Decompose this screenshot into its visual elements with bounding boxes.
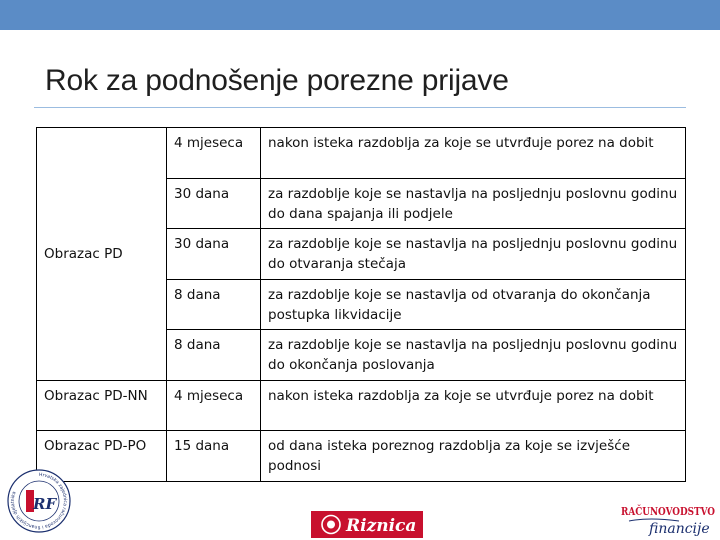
form-cell-pd: Obrazac PD	[37, 128, 167, 381]
racunovodstvo-financije-logo	[619, 497, 717, 539]
description-cell: za razdoblje koje se nastavlja na posljednju poslovnu godinu do okončanja poslovanja	[261, 330, 686, 381]
riznica-logo	[311, 511, 423, 538]
seal-letters: RF	[33, 495, 57, 513]
table-row	[37, 380, 686, 431]
financije-wordmark: financije	[649, 521, 710, 537]
association-seal-logo	[6, 468, 72, 534]
description-cell: nakon isteka razdoblja za koje se utvrđuje porez na dobit	[261, 380, 686, 431]
seal-ring-textpath: Hrvatska zajednica računovođa i financijskih djelatnika	[10, 472, 67, 530]
description-cell: za razdoblje koje se nastavlja na posljednju poslovnu godinu do otvaranja stečaja	[261, 229, 686, 280]
description-cell: od dana isteka poreznog razdoblja za koje se izvješće podnosi	[261, 431, 686, 482]
riznica-emblem-core	[327, 521, 335, 529]
form-cell-pd-po: Obrazac PD-PO	[37, 431, 167, 482]
filing-deadlines-table	[36, 127, 686, 482]
deadline-cell: 4 mjeseca	[167, 128, 261, 179]
deadline-cell: 30 dana	[167, 229, 261, 280]
description-cell: za razdoblje koje se nastavlja na posljednju poslovnu godinu do dana spajanja ili podjele	[261, 178, 686, 229]
description-cell: za razdoblje koje se nastavlja od otvaranja do okončanja postupka likvidacije	[261, 279, 686, 330]
top-accent-bar	[0, 0, 720, 30]
table-row	[37, 128, 686, 179]
table-row	[37, 431, 686, 482]
title-divider	[34, 107, 686, 108]
deadline-cell: 8 dana	[167, 330, 261, 381]
form-cell-pd-nn: Obrazac PD-NN	[37, 380, 167, 431]
riznica-wordmark: Riznica	[346, 516, 417, 536]
deadline-cell: 8 dana	[167, 279, 261, 330]
description-cell: nakon isteka razdoblja za koje se utvrđuje porez na dobit	[261, 128, 686, 179]
slide-title: Rok za podnošenje porezne prijave	[45, 64, 509, 97]
deadline-cell: 30 dana	[167, 178, 261, 229]
racunovodstvo-wordmark: RAČUNOVODSTVO	[621, 504, 715, 518]
deadline-cell: 4 mjeseca	[167, 380, 261, 431]
deadline-cell: 15 dana	[167, 431, 261, 482]
